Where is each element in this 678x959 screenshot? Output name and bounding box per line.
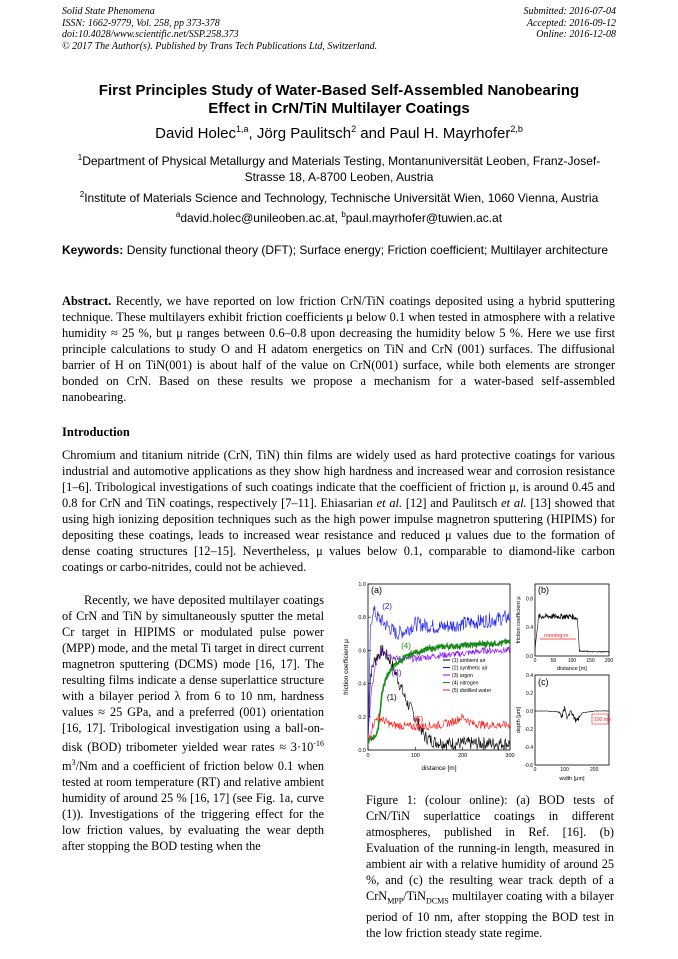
series-line-5 — [368, 714, 510, 740]
panel-c-label: (c) — [538, 677, 549, 687]
panel-c-ylabel: depth [μm] — [516, 706, 522, 734]
section-heading-introduction: Introduction — [62, 425, 130, 439]
ytick-label: 0.8 — [526, 596, 533, 603]
panel-b-label: (b) — [538, 585, 549, 595]
panel-c — [516, 673, 611, 782]
panel-a-yticks — [358, 582, 371, 754]
panel-b-xticks — [534, 658, 614, 664]
xtick-label: 200 — [590, 767, 599, 773]
ytick-label: -0.4 — [524, 745, 533, 751]
ytick-label: 0.2 — [358, 714, 366, 721]
author-3: Paul H. Mayrhofer — [389, 125, 511, 142]
ytick-label: 0.2 — [526, 691, 533, 697]
panel-b-yticks — [526, 596, 533, 660]
ytick-label: 0.0 — [526, 654, 533, 660]
email-link-b[interactable]: paul.mayrhofer@tuwien.ac.at — [345, 211, 503, 225]
author-list: David Holec$^{1,a}$, Jörg Paulitsch$^2$ and Paul H. Mayrhofer$^{2,b}$ — [155, 124, 523, 142]
panel-a-legend — [443, 658, 491, 694]
curve-label-3: (3) — [391, 668, 402, 678]
submitted-date: Submitted: 2016-07-04 — [523, 6, 616, 17]
intro-paragraph-2: Recently, we have deposited multilayer coatings of CrN and TiN by simultaneously sputter the metal Cr target in HIPIMS or modulated pulse power (MPP) mode, and the metal Ti target in direct current magnetron sputtering (DCMS) mode [16, 17]. The resulting films indicate a dense superlattice structure with a bilayer period λ from 6 to 10 nm, hardness values ≈ 25 GPa, and a preferred (001) orientation [16, 17]. Tribological investigation using a ball-on-disk (BOD) tribometer yielded wear rates ≈ $3\cdot 10^{-16}$ $m^3/Nm$ and a coefficient of friction below 0.1 when tested at room temperature (RT) and relative ambient humidity of around 25 % [16, 17] (see Fig. 1a, curve (1)). Investigations of the triggering effect for the low friction values, by evaluating the wear depth after stopping the BOD testing when the — [62, 593, 324, 854]
dates-header — [524, 6, 617, 41]
keywords: Keywords: Density functional theory (DFT); Surface energy; Friction coefficient; Multilayer architecture — [62, 243, 608, 257]
xtick-label: 200 — [604, 658, 614, 664]
paper-title: First Principles Study of Water-Based Self-Assembled Nanobearing Effect in CrN/TiN Multilayer Coatings — [98, 82, 580, 117]
xtick-label: 100 — [410, 753, 420, 759]
xtick-label: 0 — [533, 658, 537, 664]
ytick-label: 0.6 — [358, 648, 366, 655]
ytick-label: 0.8 — [358, 615, 366, 622]
legend-entry-2: (2) synthetic air — [452, 665, 488, 672]
panel-b — [516, 584, 613, 672]
panel-b-xlabel: distance [m] — [557, 666, 587, 672]
panel-c-xticks — [534, 767, 599, 773]
affiliation-2: $^2$Institute of Materials Science and Technology, Technische Universität Wien, 1060 Vienna, Austria — [79, 190, 599, 205]
running-in-label: running-in — [544, 633, 569, 639]
curve-label-2: (2) — [382, 601, 392, 611]
panel-a-ylabel: friction coefficient μ — [343, 639, 350, 695]
ytick-label: 0.0 — [526, 709, 533, 715]
legend-entry-4: (4) nitrogen — [452, 680, 479, 687]
curve-label-5: (5) — [413, 714, 424, 724]
online-date: Online: 2016-12-08 — [536, 29, 616, 40]
xtick-label: 200 — [458, 753, 468, 759]
ytick-label: 0.4 — [358, 681, 366, 688]
legend-entry-5: (5) distilled water — [452, 688, 492, 694]
width-scale-label: 100 nm — [594, 717, 611, 723]
email-link-a[interactable]: david.holec@unileoben.ac.at, — [180, 211, 342, 225]
journal-header — [62, 6, 377, 52]
curve-label-4: (4) — [401, 641, 411, 651]
doi: doi:10.4028/www.scientific.net/SSP.258.373 — [62, 29, 239, 40]
figure-caption: Figure 1: (colour online): (a) BOD tests of CrN/TiN superlattice coatings in different atmospheres, published in Ref. [16]. (b) Evaluation of the running-in length, measured in ambient air with a relative humidity of around 25 %, and (c) the resulting wear track depth of a CrN$_{MPP}$/TiN$_{DCMS}$ multilayer coating with a bilayer period of 10 nm, after stopping the BOD test in the low friction steady state regime. — [366, 793, 614, 941]
xtick-label: 50 — [550, 658, 557, 664]
panel-a-xticks — [366, 747, 514, 759]
author-emails: $^a$david.holec@unileoben.ac.at, $^b$paul.mayrhofer@tuwien.ac.at — [175, 210, 503, 225]
ytick-label: -0.6 — [524, 763, 533, 769]
author-2: Jörg Paulitsch — [256, 125, 352, 142]
xtick-label: 100 — [560, 767, 569, 773]
ytick-label: 1.0 — [358, 582, 366, 588]
panel-a-label: (a) — [371, 585, 382, 595]
accepted-date: Accepted: 2016-09-12 — [526, 17, 616, 29]
xtick-label: 100 — [567, 658, 577, 664]
legend-entry-3: (3) argon — [452, 673, 474, 679]
ytick-label: -0.2 — [524, 727, 533, 733]
xtick-label: 0 — [366, 753, 370, 759]
xtick-label: 150 — [586, 658, 595, 664]
panel-b-ylabel: friction coefficient μ — [516, 596, 522, 644]
panel-a-xlabel: distance [m] — [421, 765, 457, 772]
panel-a-curves — [368, 606, 510, 750]
intro-paragraph-1: Chromium and titanium nitride (CrN, TiN) thin films are widely used as hard protective coatings for various industrial and automotive applications as they show high hardness and increased wear and corrosion resistance [1–6]. Tribological investigations of such coatings indicate that the coefficient of friction μ, is around 0.45 and 0.8 for CrN and TiN coatings, respectively [7–11]. Ehiasarian et al. [12] and Paulitsch et al. [13] showed that using high ionizing deposition techniques such as the high power impulse magnetron sputtering (HIPIMS) for depositing these coatings, leads to increased wear resistance and reduced μ values due to the formation of dense coating structures [12–15]. Nevertheless, μ values below 0.1, comparable to diamond-like carbon coatings or carbo-nitrides, could not be achieved. — [62, 448, 616, 574]
panel-a — [343, 582, 515, 772]
copyright: © 2017 The Author(s). Published by Trans Tech Publications Ltd, Switzerland. — [62, 40, 378, 52]
xtick-label: 0 — [533, 767, 537, 773]
xtick-label: 300 — [505, 753, 515, 759]
ytick-label: 0.4 — [526, 625, 533, 632]
journal-name: Solid State Phenomena — [62, 6, 155, 17]
affiliation-1: $^1$Department of Physical Metallurgy and Materials Testing, Montanuniversität Leoben, Franz-Josef-Strasse 18, A-8700 Leoben, Austria — [77, 153, 601, 184]
figure-1 — [340, 578, 618, 790]
issn: ISSN: 1662-9779, Vol. 258, pp 373-378 — [62, 17, 220, 29]
ytick-label: 0.4 — [526, 673, 533, 679]
author-1: David Holec — [155, 125, 236, 142]
panel-c-yticks — [524, 673, 533, 769]
abstract: Abstract. Recently, we have reported on low friction CrN/TiN coatings deposited using a hybrid sputtering technique. These multilayers exhibit friction coefficients μ below 0.1 when tested in atmosphere with a relative humidity ≈ 25 %, but μ ranges between 0.6–0.8 upon decreasing the humidity below 5 %. Here we use first principle calculations to study O and H adatom energetics on TiN and CrN (001) surfaces. The diffusional barrier of H on TiN(001) is about half of the value on CrN(001) surface, while both elements are stronger bonded on CrN. Based on these results we propose a mechanism for a water-based self-assembled nanobearing. — [62, 294, 615, 404]
legend-entry-1: (1) ambient air — [452, 658, 486, 664]
ytick-label: 0.0 — [358, 748, 366, 754]
panel-c-xlabel: width [μm] — [559, 776, 585, 782]
curve-label-1: (1) — [386, 693, 397, 703]
